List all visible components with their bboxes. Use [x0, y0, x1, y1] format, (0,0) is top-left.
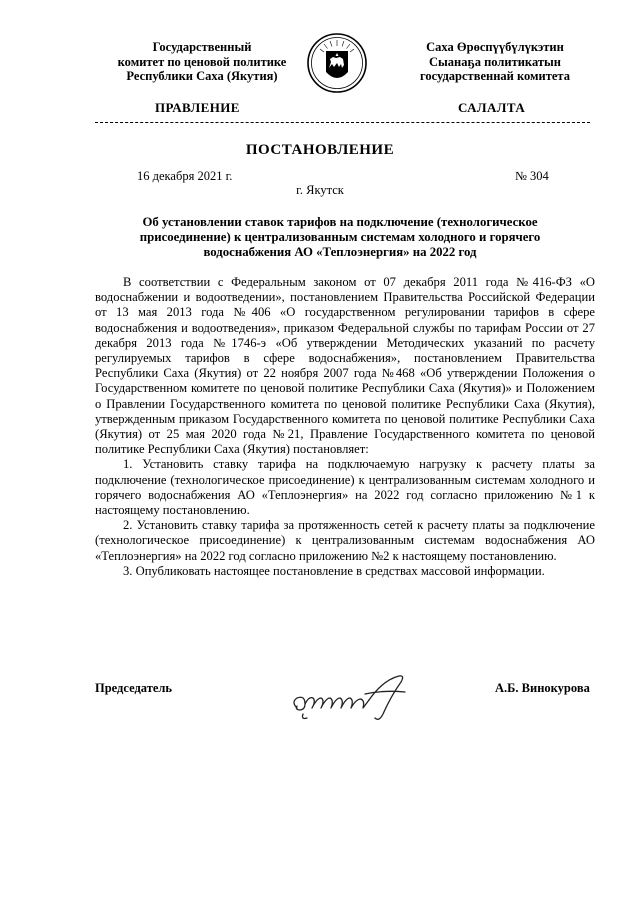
- body-paragraph: 2. Установить ставку тарифа за протяженность сетей к расчету платы за подключение (технологическое присоединение) к централизованным системам водоснабжения АО «Теплоэнергия» на 2022 год согласно приложению №2 к настоящему постановлению.: [95, 518, 595, 563]
- header-org-right: [395, 40, 595, 84]
- handwritten-signature: [283, 668, 423, 728]
- signatory-role: Председатель: [95, 681, 173, 695]
- document-city: г. Якутск: [296, 183, 344, 197]
- header-left-line: комитет по ценовой политике: [117, 54, 287, 69]
- body-paragraph: В соответствии с Федеральным законом от 07 декабря 2011 года №416-ФЗ «О водоснабжении и водоотведении», постановлением Правительства Российской Федерации от 13 мая 2013 года №406 «О государственном регулировании тарифов в сфере водоснабжения и водоотведения», приказом Федеральной службы по тарифам России от 27 декабря 2013 года №1746-э «Об утверждении Методических указаний по расчету регулируемых тарифов в сфере водоснабжения», постановлением Правительства Республики Саха (Якутия) от 22 ноября 2007 года №468 «Об утверждении Положения о Государственном комитете по ценовой политике Республики Саха (Якутия)» и Положением о Правлении Государственного комитета по ценовой политике Республики Саха (Якутия), утвержденным приказом Государственного комитета по ценовой политике Республики Саха (Якутия) от 25 мая 2020 года №21, Правление Государственного комитета по ценовой политике Республики Саха (Якутия) постановляет:: [95, 275, 595, 457]
- document-body: [95, 275, 595, 579]
- document-number: № 304: [515, 169, 549, 183]
- document-subject: Об установлении ставок тарифов на подключение (технологическое присоединение) к централизованным системам холодного и горячего водоснабжения АО «Теплоэнергия» на 2022 год: [139, 215, 541, 259]
- signatory-name: А.Б. Винокурова: [495, 681, 590, 695]
- document-date: 16 декабря 2021 г.: [137, 169, 233, 183]
- document-title: ПОСТАНОВЛЕНИЕ: [245, 142, 395, 158]
- header-right-line: Сыанаҕа политикатын: [429, 54, 561, 69]
- header-org-left: [92, 40, 312, 84]
- dept-label-left: ПРАВЛЕНИЕ: [155, 100, 240, 115]
- body-paragraph: 1. Установить ставку тарифа на подключаемую нагрузку к расчету платы за подключение (технологическое присоединение) к централизованным системам холодного и горячего водоснабжения АО «Теплоэнергия» на 2022 год согласно приложению №1 к настоящему постановлению.: [95, 457, 595, 518]
- header-left-line: Государственный: [152, 40, 252, 54]
- header-divider: [95, 122, 590, 123]
- body-paragraph: 3. Опубликовать настоящее постановление в средствах массовой информации.: [123, 563, 545, 578]
- dept-label-right: САЛАЛТА: [458, 100, 526, 115]
- header-left-line: Республики Саха (Якутия): [126, 69, 278, 83]
- sakha-emblem-icon: [306, 32, 368, 94]
- header-right-line: государственнай комитета: [420, 69, 570, 83]
- header-right-line: Саха Өрөспүүбүлүкэтин: [426, 40, 564, 54]
